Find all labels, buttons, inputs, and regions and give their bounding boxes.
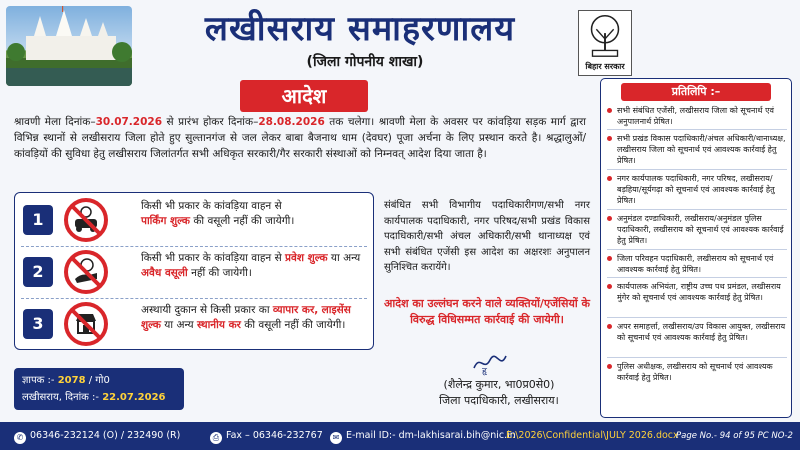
copy-item: नगर कार्यपालक पदाधिकारी, नगर परिषद, लखीसराय/बड़हिया/सूर्यगढ़ा को सूचनार्थ एवं आवश्यक कार्रवाई हेतु प्रेषित। [607,173,787,206]
bodhi-tree-icon [579,11,631,61]
memo-label: ज्ञापक :- [22,375,55,386]
copy-item: कार्यपालक अभियंता, राष्ट्रीय उच्च पथ प्रमंडल, लखीसराय मुंगेर को सूचनार्थ एवं आवश्यक कार्रवाई हेतु प्रेषित। [607,281,787,303]
signature [470,350,510,376]
footer-page: Page No.- 94 of 95 PC NO-2 [676,431,793,441]
rule-text: किसी भी प्रकार के कांवड़िया वाहन से पार्किंग शुल्क की वसूली नहीं की जायेगी। [141,200,295,227]
signer-designation: जिला पदाधिकारी, लखीसराय। [439,394,559,407]
signer-block [404,377,594,409]
rule-item [21,197,367,243]
rule-item [21,249,367,295]
rule-number: 3 [23,309,53,339]
warning-text: आदेश का उल्लंघन करने वाले व्यक्तियों/एजेंसियों के विरुद्ध विधिसम्मत कार्रवाई की जायेगी। [384,297,590,326]
order-intro: श्रावणी मेला दिनांक–30.07.2026 से प्रारंभ होकर दिनांक–28.08.2026 तक चलेगा। श्रावणी मेला के अवसर पर कांवड़िया सड़क मार्ग द्वारा विभिन्न स्थानों से लखीसराय जिला होते हुए सुल्तानगंज से जल लेकर बाबा बैजनाथ धाम (देवघर) पूजा अर्चना के लिए प्रस्थान करते है। श्रद्धालुओं/कांवड़ियों की सुविधा हेतु लखीसराय जिलांतर्गत सभी अधिकृत सरकारी/गैर सरकारी संस्थाओं को निम्नवत् आदेश दिया जाता है। [14,116,586,160]
fax-icon: ⎙ [210,432,222,444]
footer-email: ✉ E-mail ID:- dm-lakhisarai.bih@nic.in [330,422,516,450]
page-subtitle: (जिला गोपनीय शाखा) [306,54,424,70]
rule-text: किसी भी प्रकार के कांवड़िया वाहन से प्रवेश शुल्क या अन्य अवैध वसूली नहीं की जायेगी। [141,252,361,279]
rule-divider [21,246,367,247]
signature-mark: हृ [482,367,487,376]
rules-panel [14,192,374,350]
copy-panel [600,78,792,418]
memo-place: लखीसराय, दिनांक :- [22,392,100,403]
order-heading: आदेश [240,80,368,112]
footer-path: E:\2026\Confidential\JULY 2026.docx [506,430,679,441]
copy-item: पुलिस अधीक्षक, लखीसराय को सूचनार्थ एवं आवश्यक कार्रवाई हेतु प्रेषित। [607,361,787,383]
copy-item: जिला परिवहन पदाधिकारी, लखीसराय को सूचनार्थ एवं आवश्यक कार्रवाई हेतु प्रेषित। [607,253,787,275]
copy-heading: प्रतिलिपि :– [621,83,771,101]
no-entry-fee-icon [63,249,111,295]
no-parking-icon [63,197,111,243]
directive-text: संबंधित सभी विभागीय पदाधिकारीगण/सभी नगर कार्यपालक पदाधिकारी, नगर परिषद/सभी प्रखंड विकास पदाधिकारी/सभी अंचल अधिकारी/सभी थानाध्यक्ष एवं सभी संबंधित एजेंसी इस आदेश का अक्षरशः अनुपालन सुनिश्चित करायेंगे। [384,200,590,273]
memo-number: 2078 [57,375,86,386]
rule-number: 1 [23,205,53,235]
start-date: 30.07.2026 [95,116,163,128]
copy-item: अनुमंडल दण्डाधिकारी, लखीसराय/अनुमंडल पुलिस पदाधिकारी, लखीसराय को सूचनार्थ एवं आवश्यक कार्रवाई हेतु प्रेषित। [607,213,787,246]
email-icon: ✉ [330,432,342,444]
rule-item [21,301,367,347]
end-date: 28.08.2026 [258,116,325,128]
memo-box: ज्ञापक :- 2078 / गो0 लखीसराय, दिनांक :- 22.07.2026 [14,368,184,410]
copy-item: सभी प्रखंड विकास पदाधिकारी/अंचल अधिकारी/थानाध्यक्ष, लखीसराय जिला को सूचनार्थ एवं आवश्यक कार्रवाई हेतु प्रेषित। [607,133,787,166]
temple-photo [6,6,132,86]
footer-phone: ✆ 06346-232124 (O) / 232490 (R) [14,422,180,450]
footer-fax: ⎙ Fax – 06346-232767 [210,422,323,450]
copy-item: अपर समाहर्त्ता, लखीसराय/उप विकास आयुक्त, लखीसराय को सूचनार्थ एवं आवश्यक कार्रवाई हेतु प्रेषित। [607,321,787,343]
no-shop-tax-icon [63,301,111,347]
phone-icon: ✆ [14,432,26,444]
signer-name: (शैलेन्द्र कुमार, भा0प्र0से0) [443,378,555,391]
bihar-emblem [578,10,632,76]
page-title: लखीसराय समाहरणालय [204,9,516,49]
rule-divider [21,298,367,299]
copy-item: सभी संबंधित एजेंसी, लखीसराय जिला को सूचनार्थ एवं अनुपालनार्थ प्रेषित। [607,105,787,127]
memo-date: 22.07.2026 [102,392,166,403]
rule-text: अस्थायी दुकान से किसी प्रकार का व्यापार कर, लाइसेंस शुल्क या अन्य स्थानीय कर की वसूली नहीं की जायेगी। [141,304,351,331]
rule-number: 2 [23,257,53,287]
emblem-caption: बिहार सरकार [585,62,625,71]
footer-bar [0,422,800,450]
